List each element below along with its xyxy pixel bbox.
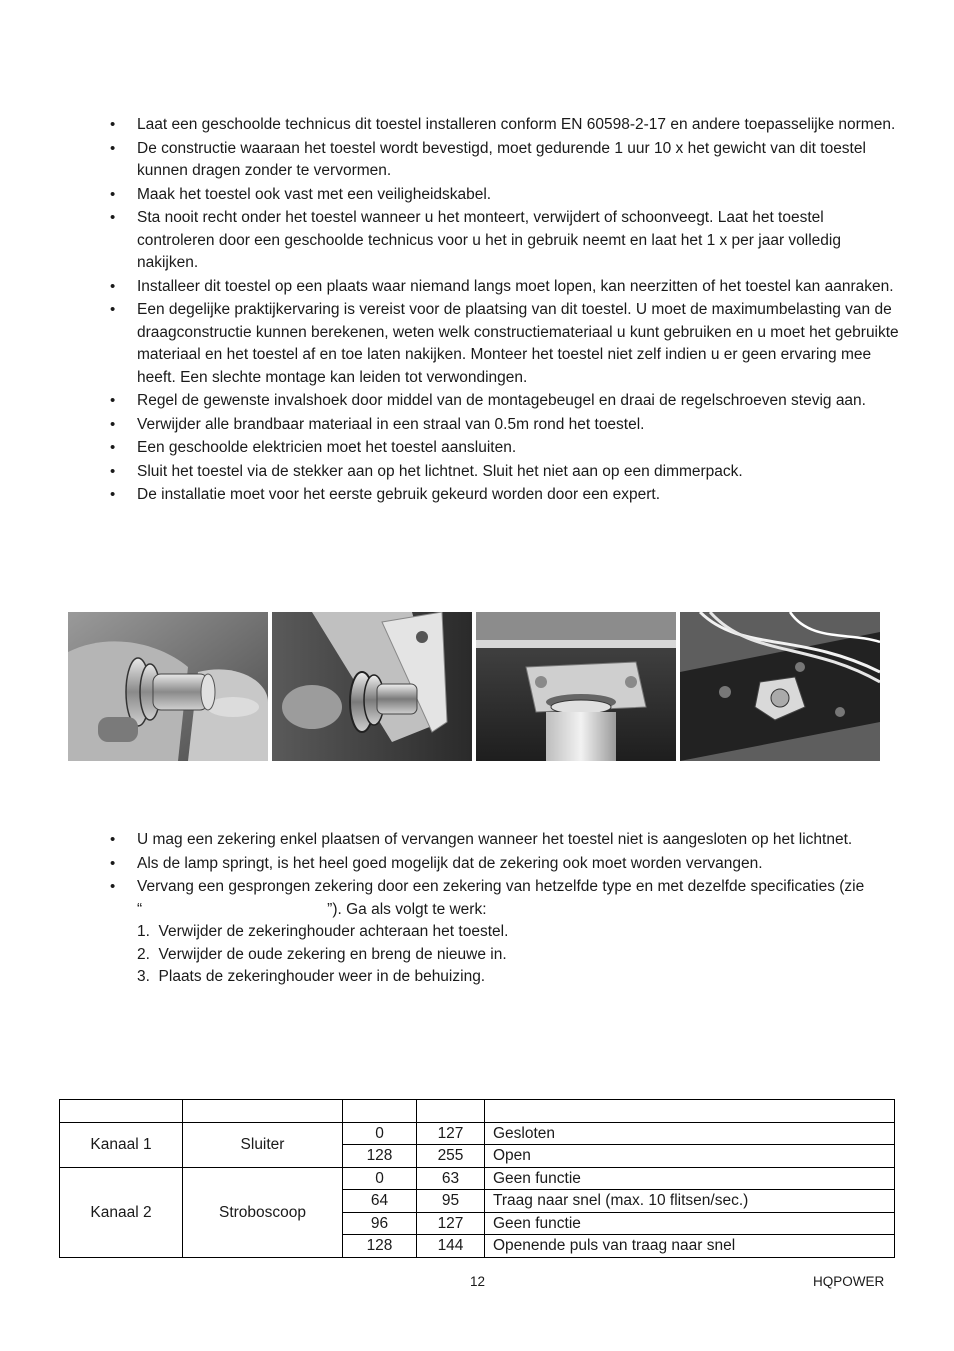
list-item: • De constructie waaraan het toestel wordt bevestigd, moet gedurende 1 uur 10 x het gewicht van dit toestel kunnen dragen zonder te vervormen. — [110, 138, 900, 183]
header-cell — [60, 1100, 183, 1123]
step-item: 1. Verwijder de zekeringhouder achteraan het toestel. — [137, 923, 509, 940]
value-from-cell: 96 — [343, 1212, 417, 1235]
list-item: • Installeer dit toestel op een plaats waar niemand langs moet lopen, kan neerzitten of het toestel kan aanraken. — [110, 276, 900, 299]
value-from-cell: 128 — [343, 1145, 417, 1168]
table-row — [60, 1122, 895, 1145]
function-cell: Sluiter — [183, 1122, 343, 1167]
channel-cell: Kanaal 1 — [60, 1122, 183, 1167]
header-cell — [417, 1100, 485, 1123]
list-item: • Maak het toestel ook vast met een veiligheidskabel. — [110, 184, 900, 207]
value-to-cell: 127 — [417, 1212, 485, 1235]
channel-cell: Kanaal 2 — [60, 1167, 183, 1257]
photo-mounted-plate — [476, 612, 676, 761]
description-cell: Open — [485, 1145, 895, 1168]
photo-wired-nut — [680, 612, 880, 761]
photo-bracket-bolt — [272, 612, 472, 761]
value-to-cell: 127 — [417, 1122, 485, 1145]
list-item-text-tail: ”). Ga als volgt te werk: — [327, 900, 487, 918]
fuse-steps — [137, 921, 900, 989]
value-from-cell: 64 — [343, 1190, 417, 1213]
value-from-cell: 0 — [343, 1122, 417, 1145]
list-item: • Als de lamp springt, is het heel goed mogelijk dat de zekering ook moet worden vervangen. — [110, 853, 900, 876]
description-cell: Geen functie — [485, 1212, 895, 1235]
list-item: • Sluit het toestel via de stekker aan op het lichtnet. Sluit het niet aan op een dimmerpack. — [110, 461, 900, 484]
brand-name: HQPOWER — [813, 1274, 885, 1289]
list-item: • U mag een zekering enkel plaatsen of vervangen wanneer het toestel niet is aangesloten op het lichtnet. — [110, 829, 900, 852]
description-cell: Openende puls van traag naar snel — [485, 1235, 895, 1258]
value-from-cell: 128 — [343, 1235, 417, 1258]
list-item: • Sta nooit recht onder het toestel wanneer u het monteert, verwijdert of schoonveegt. Laat het toestel controleren door een geschoolde technicus voor u het in gebruik neemt en laat het 1 x per jaar volledig nakijken. — [110, 207, 900, 275]
list-item: • Een degelijke praktijkervaring is vereist voor de plaatsing van dit toestel. U moet de maximumbelasting van de draagconstructie kunnen berekenen, weten welk constructiemateriaal u kunt gebruiken en u moet het gebruikte materiaal en het toestel af en toe laten nakijken. Monteer het toestel niet zelf indien u er geen ervaring mee heeft. Een slechte montage kan leiden tot verwondingen. — [110, 299, 900, 389]
dmx-channel-table — [59, 1099, 895, 1258]
photo-bolt-washers — [68, 612, 268, 761]
list-item: • Een geschoolde elektricien moet het toestel aansluiten. — [110, 437, 900, 460]
description-cell: Geen functie — [485, 1167, 895, 1190]
list-item — [110, 876, 900, 989]
installation-list — [110, 114, 900, 508]
description-cell: Traag naar snel (max. 10 flitsen/sec.) — [485, 1190, 895, 1213]
value-to-cell: 63 — [417, 1167, 485, 1190]
table-row — [60, 1167, 895, 1190]
description-cell: Gesloten — [485, 1122, 895, 1145]
step-item: 2. Verwijder de oude zekering en breng de nieuwe in. — [137, 945, 507, 963]
header-cell — [485, 1100, 895, 1123]
header-cell — [183, 1100, 343, 1123]
mounting-photo-strip — [68, 612, 880, 761]
quote-open: “ — [137, 900, 143, 918]
header-cell — [343, 1100, 417, 1123]
list-item: • Laat een geschoolde technicus dit toestel installeren conform EN 60598-2-17 en andere toepasselijke normen. — [110, 114, 900, 137]
list-item: • Verwijder alle brandbaar materiaal in een straal van 0.5m rond het toestel. — [110, 414, 900, 437]
list-item: • De installatie moet voor het eerste gebruik gekeurd worden door een expert. — [110, 484, 900, 507]
list-item-text: Vervang een gesprongen zekering door een zekering van hetzelfde type en met dezelfde specificaties (zie — [137, 878, 865, 895]
function-cell: Stroboscoop — [183, 1167, 343, 1257]
table-header-row — [60, 1100, 895, 1123]
page-number: 12 — [470, 1274, 486, 1289]
value-to-cell: 95 — [417, 1190, 485, 1213]
value-from-cell: 0 — [343, 1167, 417, 1190]
step-item: 3. Plaats de zekeringhouder weer in de behuizing. — [137, 968, 486, 985]
fuse-list — [110, 829, 900, 990]
value-to-cell: 144 — [417, 1235, 485, 1258]
list-item: • Regel de gewenste invalshoek door middel van de montagebeugel en draai de regelschroeven stevig aan. — [110, 390, 900, 413]
value-to-cell: 255 — [417, 1145, 485, 1168]
